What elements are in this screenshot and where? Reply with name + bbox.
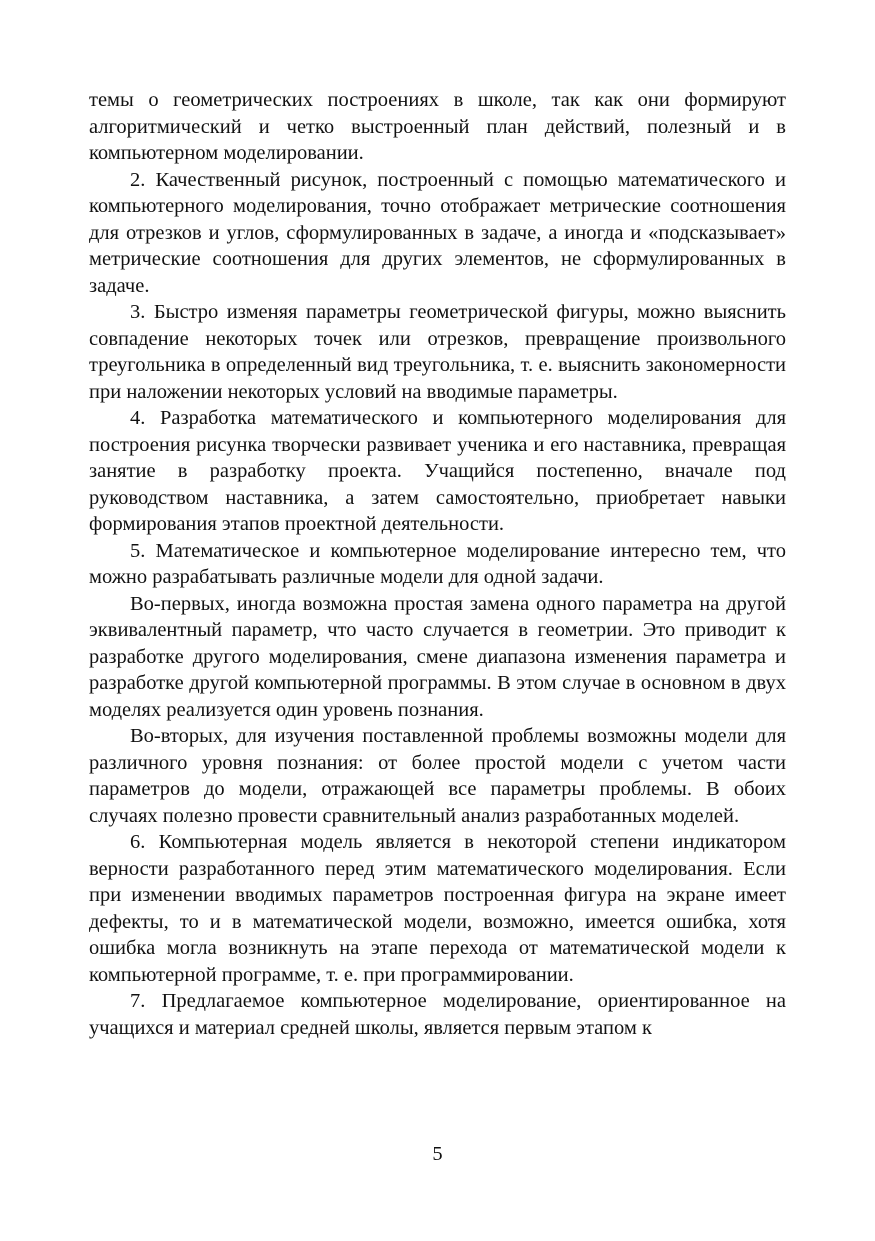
paragraph-item-6: 6. Компьютерная модель является в некоторой степени индикатором верности разработанного перед этим математического моделирования. Если при изменении вводимых параметров построенная фигура на экране имеет дефекты, то и в математической модели, возможно, имеется ошибка, хотя ошибка могла возникнуть на этапе перехода от математической модели к компьютерной программе, т. е. при программировании. xyxy=(89,831,786,986)
paragraph-secondly: Во-вторых, для изучения поставленной проблемы возможны модели для различного уровня познания: от более простой модели с учетом части параметров до модели, отражающей все параметры проблемы. В обоих случаях полезно провести сравнительный анализ разработанных моделей. xyxy=(89,725,786,827)
paragraph-item-2: 2. Качественный рисунок, построенный с помощью математического и компьютерного моделирования, точно отображает метрические соотношения для отрезков и углов, сформулированных в задаче, а иногда и «подсказывает» метрические соотношения для других элементов, не сформулированных в задаче. xyxy=(89,168,786,297)
paragraph-item-4: 4. Разработка математического и компьютерного моделирования для построения рисунка творчески развивает ученика и его наставника, превращая занятие в разработку проекта. Учащийся постепенно, вначале под руководством наставника, а затем самостоятельно, приобретает навыки формирования этапов проектной деятельности. xyxy=(89,407,786,535)
page-body xyxy=(89,87,786,1041)
paragraph-firstly: Во-первых, иногда возможна простая замена одного параметра на другой эквивалентный параметр, что часто случается в геометрии. Это приводит к разработке другого моделирования, смене диапазона изменения параметра и разработке другой компьютерной программы. В этом случае в основном в двух моделях реализуется один уровень познания. xyxy=(89,592,786,721)
paragraph-item-7: 7. Предлагаемое компьютерное моделирование, ориентированное на учащихся и материал средней школы, является первым этапом к xyxy=(89,990,786,1039)
paragraph-item-3: 3. Быстро изменяя параметры геометрической фигуры, можно выяснить совпадение некоторых точек или отрезков, превращение произвольного треугольника в определенный вид треугольника, т. е. выяснить закономерности при наложении некоторых условий на вводимые параметры. xyxy=(89,301,786,403)
page-number: 5 xyxy=(432,1143,443,1165)
paragraph-item-5: 5. Математическое и компьютерное моделирование интересно тем, что можно разрабатывать различные модели для одной задачи. xyxy=(89,539,786,588)
paragraph-continuation: темы о геометрических построениях в школе, так как они формируют алгоритмический и четко выстроенный план действий, полезный и в компьютерном моделировании. xyxy=(89,89,786,164)
